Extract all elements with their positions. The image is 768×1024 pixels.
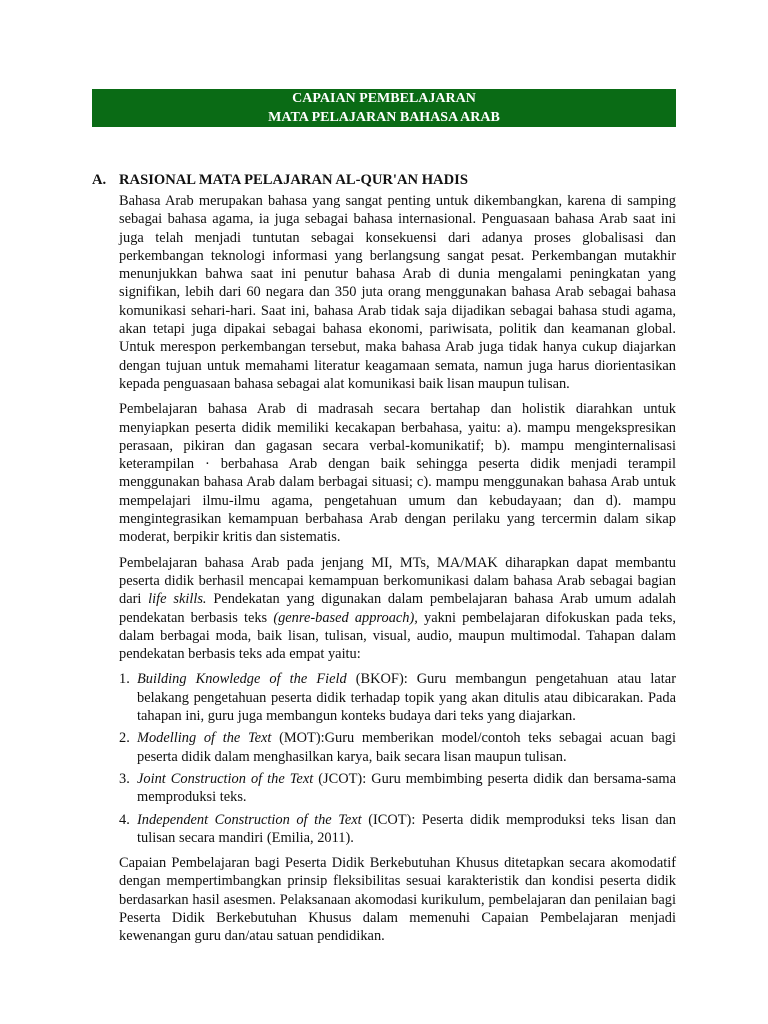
paragraph-approach-part3: yakni pembelajaran difokuskan pada teks, dalam berbagai moda, baik lisan, tulisan, visual, audio, maupun multimodal. Tahapan dalam pendekatan berbasis teks ada empat yaitu: xyxy=(119,609,676,663)
section-body xyxy=(119,192,676,953)
genre-approach-term: (genre-based approach), xyxy=(273,609,418,626)
stage-description: (MOT):Guru memberikan model/contoh teks sebagai acuan bagi peserta didik dalam menghasilkan karya, baik secara lisan maupun tulisan. xyxy=(137,730,676,765)
paragraph-rationale: Bahasa Arab merupakan bahasa yang sangat penting untuk dikembangkan, karena di samping sebagai bahasa agama, ia juga sebagai bahasa internasional. Penguasaan bahasa Arab saat ini juga telah menjadi tuntutan sebagai konsekuensi dari adanya proses globalisasi dan perkembangan teknologi informasi yang berlangsung sangat pesat. Perkembangan mutakhir menunjukkan bahwa saat ini penutur bahasa Arab di dunia mengalami peningkatan yang signifikan, lebih dari 60 negara dan 350 juta orang menggunakan bahasa Arab sebagai bahasa komunikasi sehari-hari. Saat ini, bahasa Arab tidak saja dijadikan sebagai bahasa studi agama, akan tetapi juga dipakai sebagai bahasa ekonomi, pariwisata, politik dan keamanan global. Untuk merespon perkembangan tersebut, maka bahasa Arab juga tidak hanya cukup diajarkan dengan tujuan untuk memahami literatur keagamaan semata, namun juga harus diorientasikan kepada penguasaan bahasa sebagai alat komunikasi baik lisan maupun tulisan. xyxy=(119,193,676,392)
list-item xyxy=(119,729,676,766)
stage-term: Building Knowledge of the Field xyxy=(137,671,347,688)
list-item-text xyxy=(137,770,676,807)
section-heading xyxy=(92,171,676,190)
stage-term: Joint Construction of the Text xyxy=(137,770,314,787)
list-item-number: 1. xyxy=(119,671,130,688)
paragraph-approach xyxy=(119,554,676,664)
list-item-text xyxy=(137,811,676,848)
stage-description: (JCOT): Guru membimbing peserta didik dan bersama-sama memproduksi teks. xyxy=(137,770,676,806)
stage-description: (ICOT): Peserta didik memproduksi teks lisan dan tulisan secara mandiri (Emilia, 2011). xyxy=(137,811,676,846)
paragraph-competencies: Pembelajaran bahasa Arab di madrasah secara bertahap dan holistik diarahkan untuk menyiapkan peserta didik memiliki kecakapan berbahasa, yaitu: a). mampu mengekspresikan perasaan, pikiran dan gagasan secara verbal-komunikatif; b). mampu menginternalisasi keterampilan · berbahasa Arab dengan baik sehingga peserta didik menjadi terampil menggunakan bahasa Arab dalam berbagai situasi; c). mampu menggunakan bahasa Arab untuk mempelajari ilmu-ilmu agama, pengetahuan umum dan kebudayaan; dan d). mampu mengintegrasikan kemampuan berbahasa Arab dengan perilaku yang tercermin dalam sikap moderat, berpikir kritis dan sistematis. xyxy=(119,401,676,546)
banner-title-line2: MATA PELAJARAN BAHASA ARAB xyxy=(268,110,500,125)
paragraph-approach-part2: Pendekatan yang digunakan dalam pembelajaran bahasa Arab umum adalah pendekatan berbasis teks xyxy=(119,591,676,626)
stages-list xyxy=(119,670,676,847)
list-item-text xyxy=(137,729,676,766)
list-item-number: 2. xyxy=(119,730,130,747)
title-banner xyxy=(92,89,676,127)
banner-title-line1: CAPAIAN PEMBELAJARAN xyxy=(292,91,476,106)
paragraph-approach-part1: Pembelajaran bahasa Arab pada jenjang MI, MTs, MA/MAK diharapkan dapat membantu peserta didik berhasil mencapai kemampuan berkomunikasi dalam bahasa Arab sebagai bagian dari xyxy=(119,554,676,608)
stage-term: Modelling of the Text xyxy=(137,730,272,747)
list-item-number: 3. xyxy=(119,770,130,787)
section-title: RASIONAL MATA PELAJARAN AL-QUR'AN HADIS xyxy=(119,172,468,188)
list-item xyxy=(119,811,676,848)
life-skills-term: life skills. xyxy=(148,591,207,608)
stage-description: (BKOF): Guru membangun pengetahuan atau latar belakang pengetahuan peserta didik terhadap topik yang akan ditulis atau dibicarakan. Pada tahapan ini, guru juga membangun konteks budaya dari teks yang diajarkan. xyxy=(137,671,676,725)
stage-term: Independent Construction of the Text xyxy=(137,811,362,828)
list-item-text xyxy=(137,670,676,725)
list-item-number: 4. xyxy=(119,811,130,828)
list-item xyxy=(119,670,676,725)
section-letter: A. xyxy=(92,172,107,188)
paragraph-special-needs: Capaian Pembelajaran bagi Peserta Didik Berkebutuhan Khusus ditetapkan secara akomodatif dengan mempertimbangkan prinsip fleksibilitas sesuai karakteristik dan kondisi peserta didik berdasarkan hasil asesmen. Pelaksanaan akomodasi kurikulum, pembelajaran dan penilaian bagi Peserta Didik Berkebutuhan Khusus dalam memenuhi Capaian Pembelajaran menjadi kewenangan guru dan/atau satuan pendidikan. xyxy=(119,855,676,945)
list-item xyxy=(119,770,676,807)
